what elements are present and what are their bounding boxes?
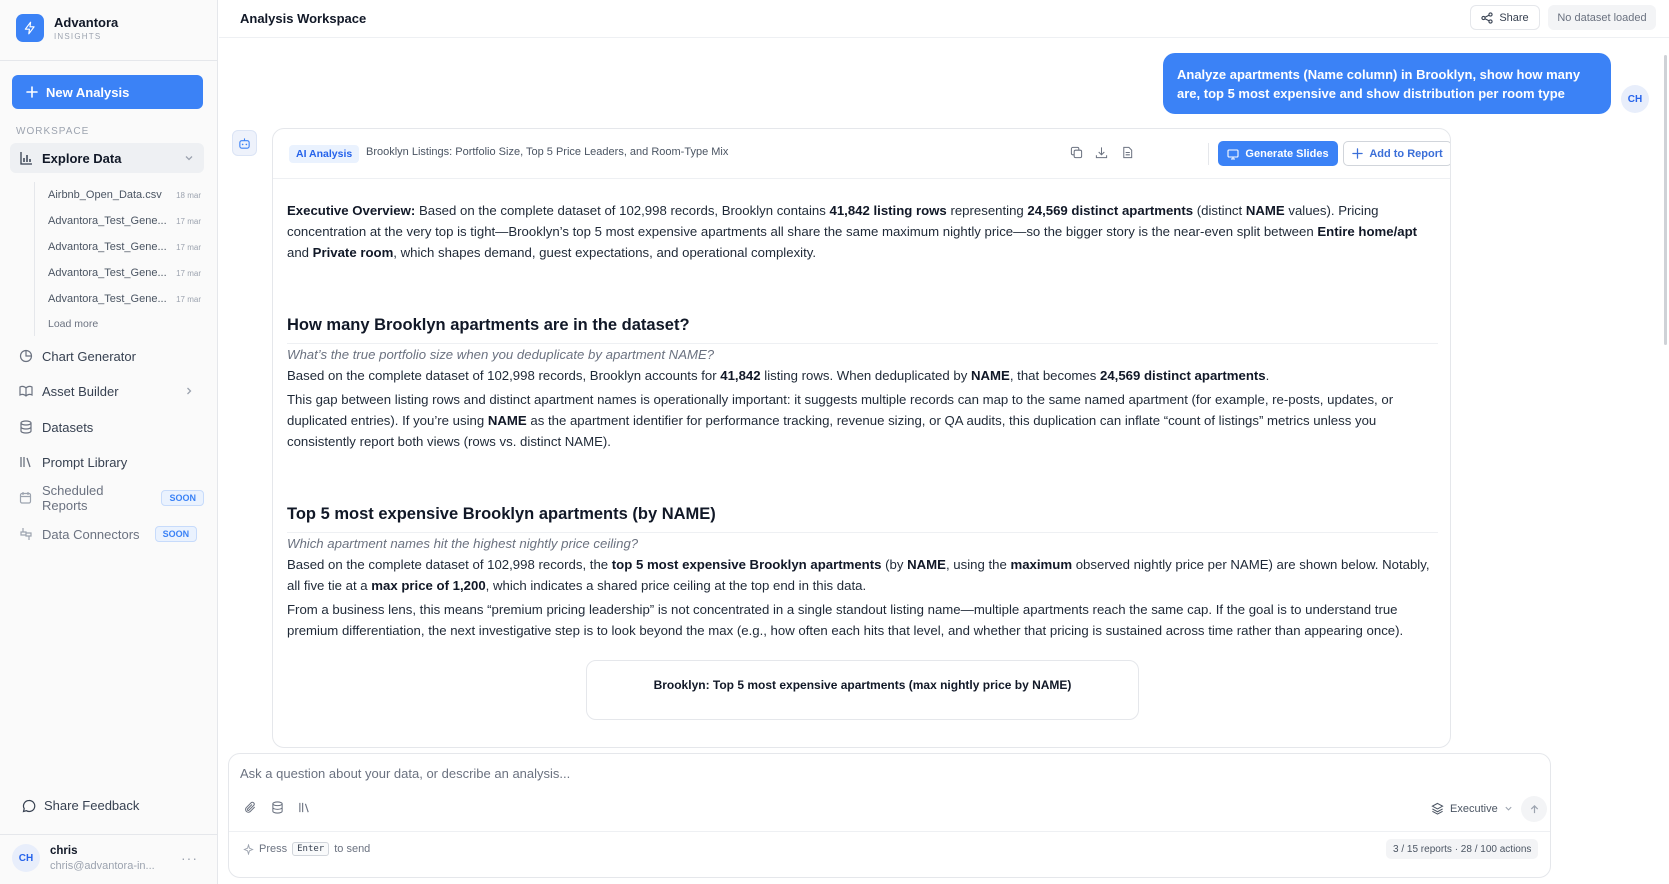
chat-input[interactable]: Ask a question about your data, or describe an analysis... (240, 766, 571, 781)
hint-press: Press (259, 843, 288, 855)
card-header (273, 129, 1451, 179)
file-name: Advantora_Test_Gene... (48, 241, 167, 253)
sidebar-item-chart-generator[interactable] (10, 341, 204, 371)
sidebar-item-label: Explore Data (42, 150, 122, 166)
file-name: Advantora_Test_Gene... (48, 215, 167, 227)
share-icon (1481, 12, 1493, 24)
sidebar-item-scheduled-reports[interactable] (10, 483, 204, 513)
book-open-icon (19, 384, 33, 398)
share-feedback-button[interactable] (22, 798, 139, 813)
file-date: 18 mar (176, 190, 201, 200)
scrollbar-thumb[interactable] (1664, 55, 1667, 345)
composer-tools (244, 801, 311, 814)
plus-icon (1352, 148, 1363, 159)
paragraph: From a business lens, this means “premium pricing leadership” is not concentrated in a single standout listing name—multiple apartments reach the same cap. If the goal is to understand true premium differentiation, the next investigative step is to look beyond the max (e.g., how often each hits that level, and whether that pricing is sustained across time rather than appearing once). (287, 602, 1404, 638)
executive-overview: Executive Overview: Based on the complete dataset of 102,998 records, Brooklyn contains 41,842 listing rows representing 24,569 distinct apartments (distinct NAME values). Pricing concentration at the very top is tight—Brooklyn’s top 5 most expensive apartments all share the same maximum nightly price—so the bigger story is the near-even split between Entire home/apt and Private room, which shapes demand, guest expectations, and operational complexity. (287, 203, 1418, 260)
add-to-report-label: Add to Report (1369, 147, 1443, 160)
usage-badge: 3 / 15 reports · 28 / 100 actions (1386, 839, 1538, 859)
chevron-right-icon[interactable] (184, 386, 194, 396)
sidebar (0, 0, 218, 884)
card-body (273, 180, 1451, 720)
file-item[interactable] (35, 208, 204, 234)
calendar-clock-icon (19, 491, 33, 505)
paragraph: This gap between listing rows and distinct apartment names is operationally important: it suggests multiple records can map to the same named apartment (for example, re-posts, updates, or duplicated entries). If you’re using NAME as the apartment identifier for performance tracking, revenue sizing, or QA audits, this duplication can inflate “count of listings” metrics unless you consistently report both views (rows vs. distinct NAME). (287, 392, 1394, 449)
layers-icon (1431, 802, 1444, 815)
send-button[interactable] (1521, 796, 1547, 822)
pie-chart-icon (19, 349, 33, 363)
library-icon[interactable] (298, 801, 311, 814)
sidebar-item-label: Asset Builder (42, 383, 119, 399)
top-bar (219, 0, 1669, 38)
avatar: CH (12, 844, 40, 872)
ai-analysis-badge: AI Analysis (289, 145, 359, 163)
sidebar-item-label: Datasets (42, 419, 94, 435)
sidebar-item-label: Chart Generator (42, 348, 136, 364)
sidebar-item-explore-data[interactable] (10, 143, 204, 173)
more-options-icon[interactable]: ··· (181, 850, 198, 866)
divider (1208, 143, 1209, 165)
library-icon (19, 455, 33, 469)
sparkle-icon (243, 844, 254, 855)
user-message: Analyze apartments (Name column) in Brooklyn, show how many are, top 5 most expensive and show distribution per room type (1163, 53, 1611, 114)
document-icon[interactable] (1121, 146, 1134, 159)
copy-icon[interactable] (1070, 146, 1083, 159)
chevron-down-icon (1504, 804, 1513, 813)
share-button[interactable] (1470, 5, 1540, 30)
workspace-section-label: WORKSPACE (16, 126, 90, 137)
message-circle-icon (22, 799, 36, 813)
file-date: 17 mar (176, 216, 201, 226)
mode-label: Executive (1450, 802, 1498, 815)
file-name: Advantora_Test_Gene... (48, 293, 167, 305)
section-heading: How many Brooklyn apartments are in the dataset? (287, 315, 1438, 344)
user-email: chris@advantora-in... (50, 859, 155, 872)
brand[interactable] (16, 14, 118, 42)
sidebar-item-label: Data Connectors (42, 526, 140, 542)
bar-chart-icon (19, 151, 33, 165)
dataset-status-badge: No dataset loaded (1548, 5, 1656, 30)
recent-files-list (34, 182, 204, 336)
plug-icon (19, 527, 33, 541)
file-item[interactable] (35, 286, 204, 312)
section-heading: Top 5 most expensive Brooklyn apartments (by NAME) (287, 504, 1438, 533)
paragraph: Based on the complete dataset of 102,998 records, Brooklyn accounts for 41,842 listing rows. When deduplicated by NAME, that becomes 24,569 distinct apartments. (287, 368, 1270, 383)
generate-slides-label: Generate Slides (1245, 147, 1329, 160)
mode-selector[interactable] (1431, 802, 1513, 815)
sidebar-item-data-connectors[interactable] (10, 519, 204, 549)
file-name: Advantora_Test_Gene... (48, 267, 167, 279)
divider (229, 831, 1550, 832)
chat-composer (228, 753, 1551, 878)
chevron-down-icon[interactable] (184, 153, 194, 163)
plus-icon (26, 86, 38, 98)
share-label: Share (1499, 11, 1529, 24)
file-date: 17 mar (176, 242, 201, 252)
ai-response-card (272, 128, 1451, 748)
file-date: 17 mar (176, 294, 201, 304)
paperclip-icon[interactable] (244, 801, 257, 814)
paragraph: Based on the complete dataset of 102,998 records, the top 5 most expensive Brooklyn apartments (by NAME, using the maximum observed nightly price per NAME) are shown below. Notably, all five tie at a max price of 1,200, which indicates a shared price ceiling at the top end in this data. (287, 557, 1430, 593)
sidebar-item-datasets[interactable] (10, 412, 204, 442)
bot-icon (232, 130, 257, 156)
database-icon[interactable] (271, 801, 284, 814)
user-profile[interactable] (12, 844, 206, 872)
page-title: Analysis Workspace (240, 11, 367, 26)
file-item[interactable] (35, 234, 204, 260)
section-question: What’s the true portfolio size when you deduplicate by apartment NAME? (287, 347, 715, 362)
share-feedback-label: Share Feedback (44, 798, 140, 813)
user-name: chris (50, 844, 78, 857)
card-title: Brooklyn Listings: Portfolio Size, Top 5 Price Leaders, and Room-Type Mix (366, 146, 729, 158)
soon-badge: SOON (161, 490, 204, 506)
database-icon (19, 420, 33, 434)
new-analysis-button[interactable] (12, 75, 203, 109)
brand-subtitle: INSIGHTS (54, 32, 102, 41)
download-icon[interactable] (1095, 146, 1108, 159)
sidebar-item-asset-builder[interactable] (10, 376, 204, 406)
section-question: Which apartment names hit the highest nightly price ceiling? (287, 536, 639, 551)
arrow-up-icon (1529, 804, 1540, 815)
chart-title: Brooklyn: Top 5 most expensive apartments (max nightly price by NAME) (653, 678, 1072, 692)
sidebar-item-prompt-library[interactable] (10, 447, 204, 477)
sidebar-item-label: Scheduled Reports (42, 483, 104, 513)
divider (0, 60, 218, 61)
add-to-report-button[interactable] (1343, 141, 1451, 166)
file-item[interactable] (35, 260, 204, 286)
file-name: Airbnb_Open_Data.csv (48, 189, 162, 201)
lightning-logo-icon (16, 14, 44, 42)
presentation-icon (1227, 148, 1239, 160)
main-area (219, 0, 1669, 884)
new-analysis-label: New Analysis (46, 84, 130, 100)
brand-name: Advantora (54, 15, 119, 30)
soon-badge: SOON (155, 526, 198, 542)
send-hint (243, 842, 370, 856)
avatar: CH (1621, 85, 1649, 113)
enter-key: Enter (292, 842, 329, 856)
chart-container (586, 660, 1139, 720)
hint-send: to send (334, 843, 371, 855)
sidebar-item-label: Prompt Library (42, 454, 128, 470)
load-more-link[interactable]: Load more (48, 318, 99, 330)
generate-slides-button[interactable] (1218, 141, 1338, 166)
divider (0, 834, 218, 835)
file-date: 17 mar (176, 268, 201, 278)
file-item[interactable] (35, 182, 204, 208)
